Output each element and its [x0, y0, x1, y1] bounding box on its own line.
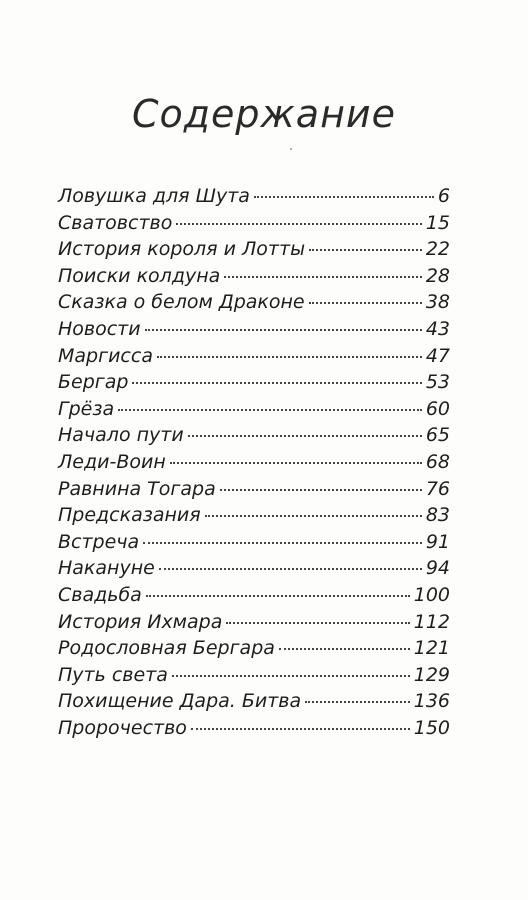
toc-entry-page-number: 60: [425, 397, 450, 420]
toc-dot-leader: [172, 675, 410, 677]
toc-entry: [58, 371, 450, 398]
toc-entry-title: Путь света: [58, 663, 168, 686]
toc-entry-page-number: 38: [425, 291, 450, 314]
toc-entry: [58, 424, 450, 451]
toc-dot-leader: [145, 329, 422, 331]
toc-entry-page-number: 76: [425, 477, 450, 500]
toc-entry-page-number: 68: [425, 450, 450, 473]
toc-dot-leader: [170, 462, 422, 464]
paper-speck: [290, 148, 292, 150]
toc-dot-leader: [279, 648, 410, 650]
toc-entry: [58, 451, 450, 478]
toc-dot-leader: [305, 701, 410, 703]
toc-entry-page-number: 22: [425, 238, 450, 261]
toc-entry: [58, 478, 450, 505]
toc-entry-page-number: 150: [413, 716, 450, 739]
toc-entry-page-number: 15: [425, 211, 450, 234]
toc-entry: [58, 557, 450, 584]
toc-dot-leader: [309, 302, 422, 304]
toc-entry: [58, 398, 450, 425]
toc-entry-page-number: 6: [437, 185, 450, 207]
toc-dot-leader: [226, 622, 409, 624]
toc-entry-title: Маргисса: [58, 344, 153, 367]
toc-entry: [58, 584, 450, 611]
toc-entry-page-number: 100: [413, 583, 450, 606]
toc-entry: [58, 345, 450, 372]
toc-entry: [58, 717, 450, 744]
toc-entry-title: Леди-Воин: [58, 450, 166, 473]
toc-dot-leader: [191, 728, 410, 730]
toc-entry-title: Родословная Бергара: [58, 637, 275, 660]
toc-entry-title: Свадьба: [58, 583, 142, 606]
toc-entry: [58, 690, 450, 717]
toc-dot-leader: [309, 249, 422, 251]
toc-entry-page-number: 91: [425, 530, 450, 553]
toc-dot-leader: [118, 409, 422, 411]
toc-entry-title: Грёза: [58, 397, 115, 420]
toc-entry-title: Предсказания: [58, 504, 201, 527]
toc-entry-page-number: 47: [425, 344, 450, 367]
toc-entry-title: Бергар: [58, 371, 129, 394]
toc-entry-title: Пророчество: [58, 716, 187, 739]
toc-dot-leader: [254, 196, 434, 198]
toc-dot-leader: [205, 515, 422, 517]
toc-entry: [58, 238, 450, 265]
toc-dot-leader: [157, 356, 422, 358]
toc-entry-title: Ловушка для Шута: [58, 185, 250, 207]
toc-entry: [58, 291, 450, 318]
toc-dot-leader: [176, 223, 421, 225]
toc-entry: [58, 664, 450, 691]
toc-dot-leader: [132, 382, 421, 384]
toc-entry-page-number: 65: [425, 424, 450, 447]
toc-entry: [58, 611, 450, 638]
toc-entry-title: Встреча: [58, 530, 140, 553]
toc-entry-title: Сказка о белом Драконе: [58, 291, 305, 314]
page-title: Содержание: [132, 92, 396, 136]
toc-entry-page-number: 43: [425, 317, 450, 340]
toc-entry-title: Новости: [58, 317, 141, 340]
toc-entry-title: История короля и Лотты: [58, 238, 306, 261]
toc-entry-title: Накануне: [58, 557, 155, 580]
toc-entry: [58, 637, 450, 664]
toc-entry-page-number: 121: [413, 637, 450, 660]
toc-entry: [58, 265, 450, 292]
toc-entry-title: Похищение Дара. Битва: [58, 690, 302, 713]
toc-entry-title: Сватовство: [58, 211, 173, 234]
toc-entry: [58, 212, 450, 239]
toc-entry: [58, 318, 450, 345]
toc-entry: [58, 531, 450, 558]
toc-entry-page-number: 53: [425, 371, 450, 394]
toc-dot-leader: [220, 489, 422, 491]
toc-dot-leader: [159, 568, 422, 570]
toc-dot-leader: [143, 542, 422, 544]
toc-entry-page-number: 129: [413, 663, 450, 686]
toc-entry-title: Начало пути: [58, 424, 184, 447]
toc-entry-title: Равнина Тогара: [58, 477, 216, 500]
toc-entry: [58, 504, 450, 531]
toc-entry: [58, 185, 450, 212]
table-of-contents: [58, 185, 450, 743]
toc-entry-page-number: 83: [425, 504, 450, 527]
toc-dot-leader: [224, 276, 422, 278]
toc-entry-title: Поиски колдуна: [58, 264, 221, 287]
toc-entry-page-number: 112: [413, 610, 450, 633]
toc-entry-title: История Ихмара: [58, 610, 223, 633]
toc-entry-page-number: 136: [413, 690, 450, 713]
toc-entry-page-number: 94: [425, 557, 450, 580]
toc-dot-leader: [146, 595, 410, 597]
toc-dot-leader: [188, 435, 422, 437]
toc-entry-page-number: 28: [425, 264, 450, 287]
